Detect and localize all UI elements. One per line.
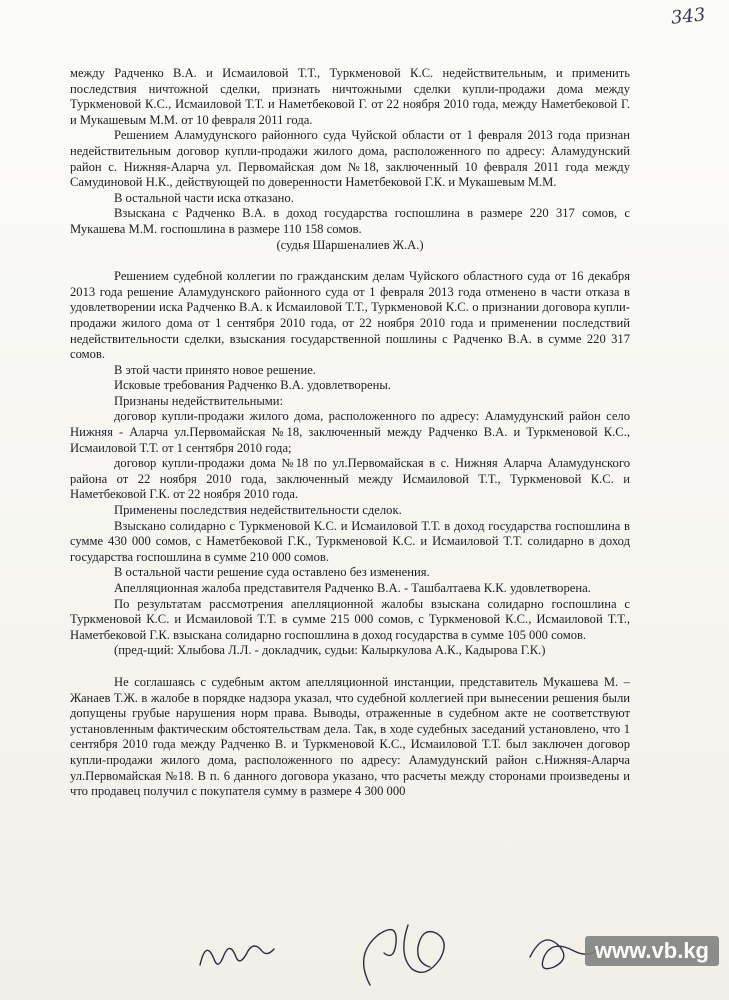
- paragraph: Решением Аламудунского районного суда Чуйской области от 1 февраля 2013 года признан недействительным договор купли-продажи жилого дома, расположенного по адресу: Аламудунский район с. Нижняя-Аларча ул. Первомайская дом №18, заключенный 10 февраля 2011 года между Самудиновой Н.К., действующей по доверенности Наметбековой Г.К. и Мукашевым М.М.: [70, 128, 630, 190]
- paragraph: (судья Шаршеналиев Ж.А.): [276, 237, 424, 252]
- signature-1: [200, 946, 274, 965]
- paragraph: Не соглашаясь с судебным актом апелляционной инстанции, представитель Мукашева М. – Жанаев Т.Ж. в жалобе в порядке надзора указал, что судебной коллегией при вынесении решения были допущены грубые нарушения норм права. Выводы, отраженные в судебном акте не соответствуют установленным фактическим обстоятельствам дела. Так, в ходе судебных заседаний установлено, что 1 сентября 2010 года между Радченко В. и Туркменовой К.С., Исмаиловой Т.Т. был заключен договор купли-продажи жилого дома, расположенного по адресу: Аламудунский район с.Нижняя-Аларча ул.Первомайская №18. В п. 6 данного договора указано, что расчеты между сторонами произведены и что продавец получил с покупателя сумму в размере 4 300 000: [70, 674, 630, 799]
- handwritten-signatures: [180, 905, 650, 995]
- watermark-badge: www.vb.kg: [585, 936, 719, 966]
- signature-2: [364, 925, 445, 985]
- paragraph: Апелляционная жалоба представителя Радченко В.А. - Ташбалтаева К.К. удовлетворена.: [114, 581, 591, 595]
- paragraph: Взыскана с Радченко В.А. в доход государства госпошлина в размере 220 317 сомов, с Мукашева М.М. госпошлина в размере 110 158 сомов.: [70, 206, 630, 236]
- paragraph: В остальной части иска отказано.: [114, 190, 294, 205]
- paragraph: Взыскано солидарно с Туркменовой К.С. и Исмаиловой Т.Т. в доход государства госпошлина в сумме 430 000 сомов, с Наметбековой Г.К., Туркменовой К.С. и Исмаиловой Т.Т. солидарно в доход государства госпошлина в сумме 210 000 сомов.: [70, 518, 630, 564]
- paragraph: По результатам рассмотрения апелляционной жалобы взыскана солидарно госпошлина с Туркменовой К.С. и Исмаиловой Т.Т. в сумме 215 000 сомов, с Туркменовой К.С., Исмаиловой Т.Т., Наметбековой Г.К. взыскана солидарно госпошлина в доход государства в сумме 105 000 сомов.: [70, 596, 630, 642]
- paragraph: договор купли-продажи дома №18 по ул.Первомайская в с. Нижняя Аларча Аламудунского района от 22 ноября 2010 года, заключенный между Исмаиловой Т.Т., Туркменовой К.С. и Наметбековой Г.К. от 22 ноября 2010 года.: [70, 456, 630, 502]
- document-body: [70, 66, 630, 800]
- paragraph: Исковые требования Радченко В.А. удовлетворены.: [114, 378, 391, 393]
- paragraph: (пред-щий: Хлыбова Л.Л. - докладчик, судьи: Калыркулова А.К., Кадырова Г.К.): [114, 643, 546, 658]
- paragraph: В остальной части решение суда оставлено без изменения.: [114, 565, 430, 580]
- paragraph: договор купли-продажи жилого дома, расположенного по адресу: Аламудунский район село Нижняя - Аларча ул.Первомайская №18, заключенный между Радченко В.А. и Туркменовой К.С., Исмаиловой Т.Т. от 1 сентября 2010 года;: [70, 409, 630, 455]
- paragraph: Признаны недействительными:: [114, 393, 283, 408]
- paragraph: Применены последствия недействительности сделок.: [114, 503, 402, 518]
- paragraph: Решением судебной коллегии по гражданским делам Чуйского областного суда от 16 декабря 2013 года решение Аламудунского районного суда от 1 февраля 2013 года отменено в части отказа в удовлетворении иска Радченко В.А. к Исмаиловой Т.Т., Туркменовой К.С. о признании договора купли-продажи жилого дома от 1 сентября 2010 года, от 22 ноября 2010 года и применении последствий недействительности сделки, взыскания государственной пошлины с Радченко В.А. в сумме 220 317 сомов.: [70, 269, 630, 362]
- paragraph: между Радченко В.А. и Исмаиловой Т.Т., Туркменовой К.С. недействительным, и применить последствия ничтожной сделки, признать ничтожными сделки купли-продажи дома между Туркменовой К.С., Исмаиловой Т.Т. и Наметбековой Г. от 22 ноября 2010 года, между Наметбековой Г. и Мукашевым М.М. от 10 февраля 2011 года.: [70, 66, 630, 127]
- paragraph: В этой части принято новое решение.: [114, 362, 316, 377]
- page-number: 343: [669, 4, 707, 29]
